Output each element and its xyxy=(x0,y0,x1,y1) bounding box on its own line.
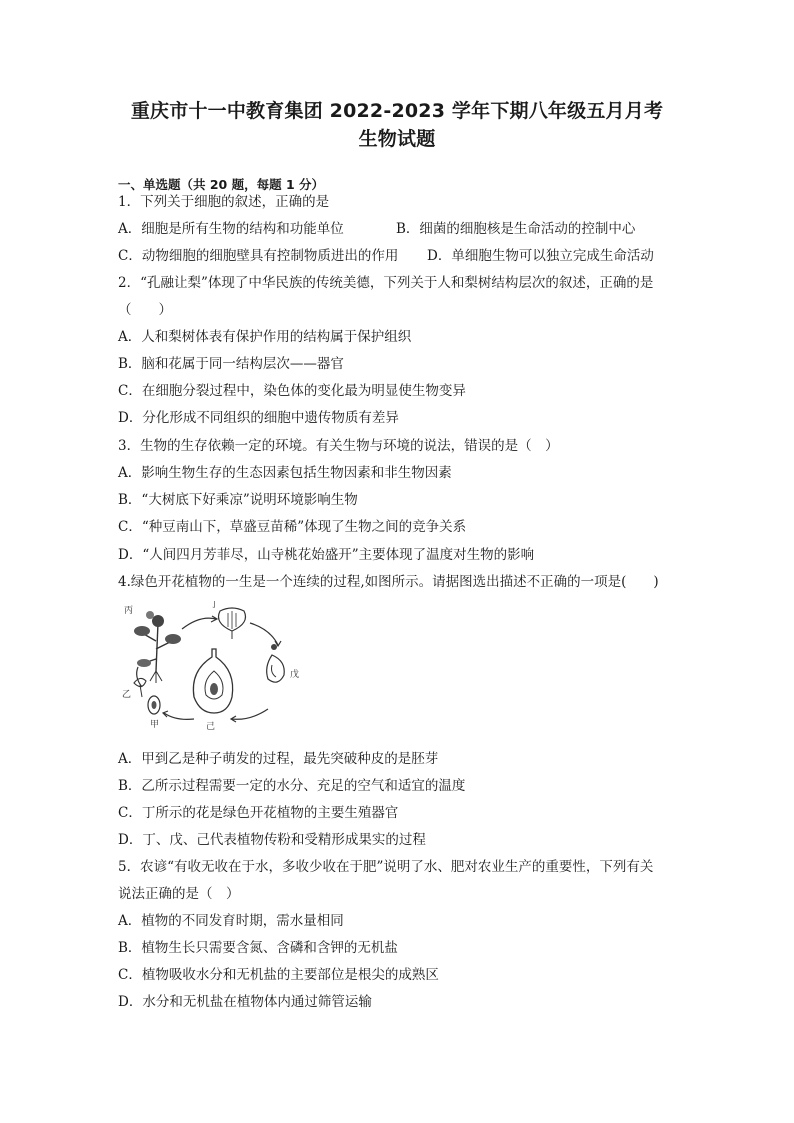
question-2-option-a: A．人和梨树体表有保护作用的结构属于保护组织 xyxy=(118,329,412,345)
question-2-stem-blank: （ ） xyxy=(118,302,172,318)
arrow-bing-to-ding xyxy=(182,618,216,629)
question-2-option-c: C．在细胞分裂过程中，染色体的变化最为明显使生物变异 xyxy=(118,383,466,399)
plant-life-cycle-figure xyxy=(120,601,310,731)
label-ding: 丁 xyxy=(210,601,220,610)
question-2-option-b: B．脑和花属于同一结构层次——器官 xyxy=(118,356,344,372)
question-3-option-b: B．“大树底下好乘凉”说明环境影响生物 xyxy=(118,492,358,508)
label-ji: 己 xyxy=(206,722,216,731)
ovary-illustration xyxy=(267,644,285,682)
question-1-option-d: D．单细胞生物可以独立完成生命活动 xyxy=(427,248,654,264)
question-5-stem: 5．农谚“有收无收在于水，多收少收在于肥”说明了水、肥对农业生产的重要性，下列有关 xyxy=(118,859,654,875)
fruit-illustration xyxy=(193,649,232,713)
question-2-option-d: D．分化形成不同组织的细胞中遗传物质有差异 xyxy=(118,410,399,426)
question-3-option-d: D．“人间四月芳菲尽，山寺桃花始盛开”主要体现了温度对生物的影响 xyxy=(118,547,535,563)
arrow-wu-to-ji xyxy=(232,709,268,719)
question-3-option-c: C．“种豆南山下，草盛豆苗稀”体现了生物之间的竞争关系 xyxy=(118,519,467,535)
question-5-option-d: D．水分和无机盐在植物体内通过筛管运输 xyxy=(118,994,372,1010)
question-4-option-c: C．丁所示的花是绿色开花植物的主要生殖器官 xyxy=(118,805,399,821)
question-3-option-a: A．影响生物生存的生态因素包括生物因素和非生物因素 xyxy=(118,465,452,481)
exam-title: 重庆市十一中教育集团 2022-2023 学年下期八年级五月月考 xyxy=(130,100,664,122)
label-bing: 丙 xyxy=(124,606,134,616)
question-4-stem: 4.绿色开花植物的一生是一个连续的过程,如图所示。请据图选出描述不正确的一项是( ) xyxy=(118,574,659,590)
flowering-plant-illustration xyxy=(134,611,181,683)
flower-illustration xyxy=(219,608,246,639)
arrow-yi-to-bing xyxy=(137,667,142,687)
question-5-stem-cont: 说法正确的是（ ） xyxy=(118,886,240,902)
question-5-option-a: A．植物的不同发育时期，需水量相同 xyxy=(118,913,344,929)
question-5-option-b: B．植物生长只需要含氮、含磷和含钾的无机盐 xyxy=(118,940,398,956)
arrow-ding-to-wu xyxy=(250,623,278,645)
germination-illustration xyxy=(134,678,146,697)
question-5-option-c: C．植物吸收水分和无机盐的主要部位是根尖的成熟区 xyxy=(118,967,439,983)
section-heading: 一、单选题（共 20 题，每题 1 分） xyxy=(118,177,325,192)
question-1-option-b: B．细菌的细胞核是生命活动的控制中心 xyxy=(396,221,636,237)
label-wu: 戊 xyxy=(290,670,300,680)
question-4-option-d: D．丁、戊、己代表植物传粉和受精形成果实的过程 xyxy=(118,832,426,848)
question-1-option-a: A．细胞是所有生物的结构和功能单位 xyxy=(118,221,344,237)
seed-illustration xyxy=(148,696,160,714)
question-2-stem: 2．“孔融让梨”体现了中华民族的传统美德，下列关于人和梨树结构层次的叙述，正确的是 xyxy=(118,275,654,291)
question-1-stem: 1．下列关于细胞的叙述，正确的是 xyxy=(118,194,330,210)
arrow-ji-to-jia xyxy=(164,713,194,719)
question-4-option-a: A．甲到乙是种子萌发的过程，最先突破种皮的是胚芽 xyxy=(118,751,439,767)
label-jia: 甲 xyxy=(150,720,160,730)
question-3-stem: 3．生物的生存依赖一定的环境。有关生物与环境的说法，错误的是（ ） xyxy=(118,438,559,454)
label-yi: 乙 xyxy=(122,690,132,700)
question-1-option-c: C．动物细胞的细胞壁具有控制物质进出的作用 xyxy=(118,248,399,264)
question-4-option-b: B．乙所示过程需要一定的水分、充足的空气和适宜的温度 xyxy=(118,778,466,794)
exam-subject: 生物试题 xyxy=(358,128,436,150)
